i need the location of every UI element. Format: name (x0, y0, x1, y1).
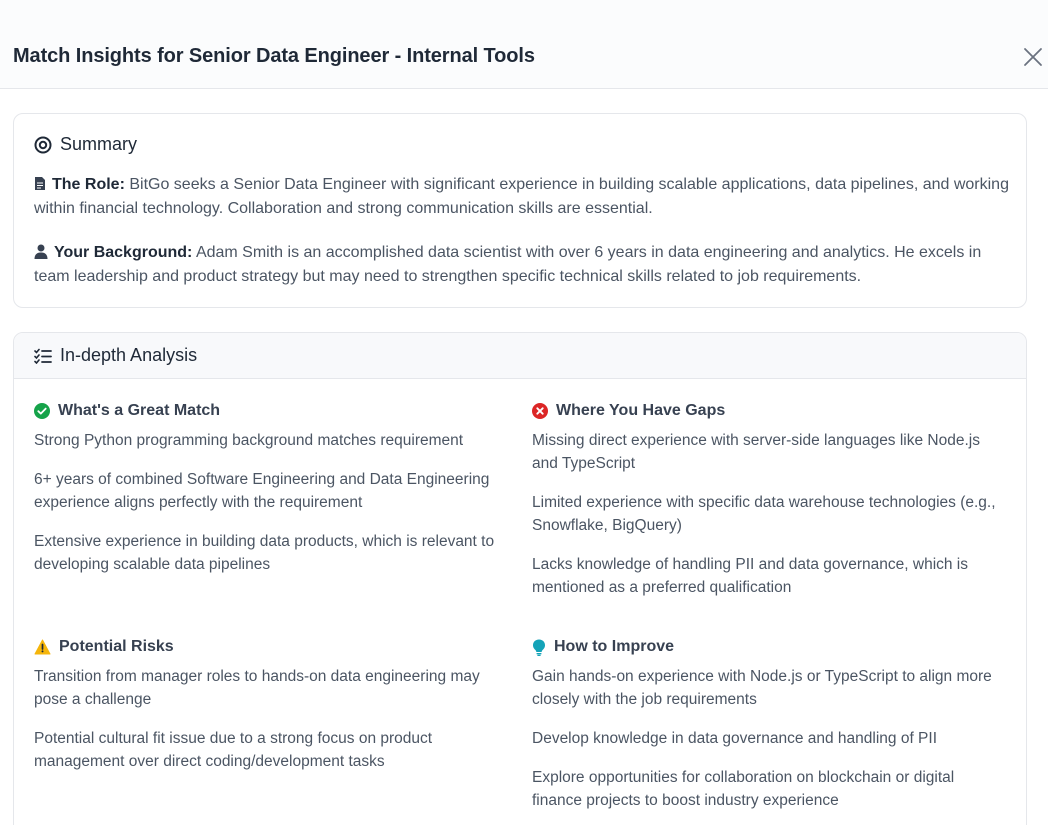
lightbulb-icon (532, 639, 546, 656)
improve-label: How to Improve (554, 638, 675, 655)
list-item: Lacks knowledge of handling PII and data governance, which is mentioned as a preferred qualification (532, 556, 969, 596)
list-item: Extensive experience in building data products, which is relevant to developing scalable data pipelines (34, 533, 495, 573)
gaps-title (532, 400, 1007, 422)
risks-label: Potential Risks (59, 638, 174, 655)
improve-section (532, 636, 1007, 825)
background-paragraph (34, 241, 1009, 289)
risks-section (34, 636, 509, 789)
analysis-heading-label: In-depth Analysis (60, 345, 198, 365)
list-item: Potential cultural fit issue due to a strong focus on product management over direct coding/development tasks (34, 730, 433, 770)
document-icon (34, 176, 46, 191)
summary-card (13, 113, 1027, 308)
checklist-icon (34, 348, 52, 364)
list-item: Develop knowledge in data governance and handling of PII (532, 730, 938, 747)
x-circle-icon (532, 403, 548, 419)
role-paragraph (34, 173, 1009, 221)
check-circle-icon (34, 403, 50, 419)
risks-title (34, 636, 509, 658)
role-label: The Role: (52, 176, 125, 193)
summary-heading (34, 134, 137, 155)
list-item: Limited experience with specific data warehouse technologies (e.g., Snowflake, BigQuery) (532, 494, 996, 534)
background-text: Adam Smith is an accomplished data scientist with over 6 years in data engineering and analytics. He excels in team leadership and product strategy but may need to strengthen specific technical skills related to job requirements. (34, 244, 982, 285)
close-icon[interactable] (1022, 46, 1044, 68)
list-item: Transition from manager roles to hands-on data engineering may pose a challenge (34, 668, 480, 708)
analysis-card (13, 332, 1027, 825)
role-text: BitGo seeks a Senior Data Engineer with significant experience in building scalable applications, data pipelines, and working within financial technology. Collaboration and strong communication skills are essential. (34, 176, 1009, 217)
great-match-section (34, 400, 509, 592)
list-item: Explore opportunities for collaboration on blockchain or digital finance projects to boost industry experience (532, 769, 955, 809)
warning-icon (34, 639, 51, 655)
list-item: Missing direct experience with server-side languages like Node.js and TypeScript (532, 432, 980, 472)
user-icon (34, 244, 48, 259)
modal-header (0, 0, 1048, 89)
gaps-section (532, 400, 1007, 615)
background-label: Your Background: (54, 244, 193, 261)
great-match-title (34, 400, 509, 422)
gaps-label: Where You Have Gaps (556, 402, 726, 419)
great-match-label: What's a Great Match (58, 402, 221, 419)
improve-title (532, 636, 1007, 658)
modal-title: Match Insights for Senior Data Engineer - Internal Tools (13, 45, 535, 67)
target-icon (34, 136, 52, 154)
analysis-heading (34, 345, 197, 366)
close-button[interactable] (1022, 46, 1044, 68)
list-item: 6+ years of combined Software Engineering and Data Engineering experience aligns perfectly with the requirement (34, 471, 490, 511)
list-item: Strong Python programming background matches requirement (34, 432, 464, 449)
list-item: Gain hands-on experience with Node.js or TypeScript to align more closely with the job requirements (532, 668, 992, 708)
summary-heading-label: Summary (60, 134, 138, 154)
